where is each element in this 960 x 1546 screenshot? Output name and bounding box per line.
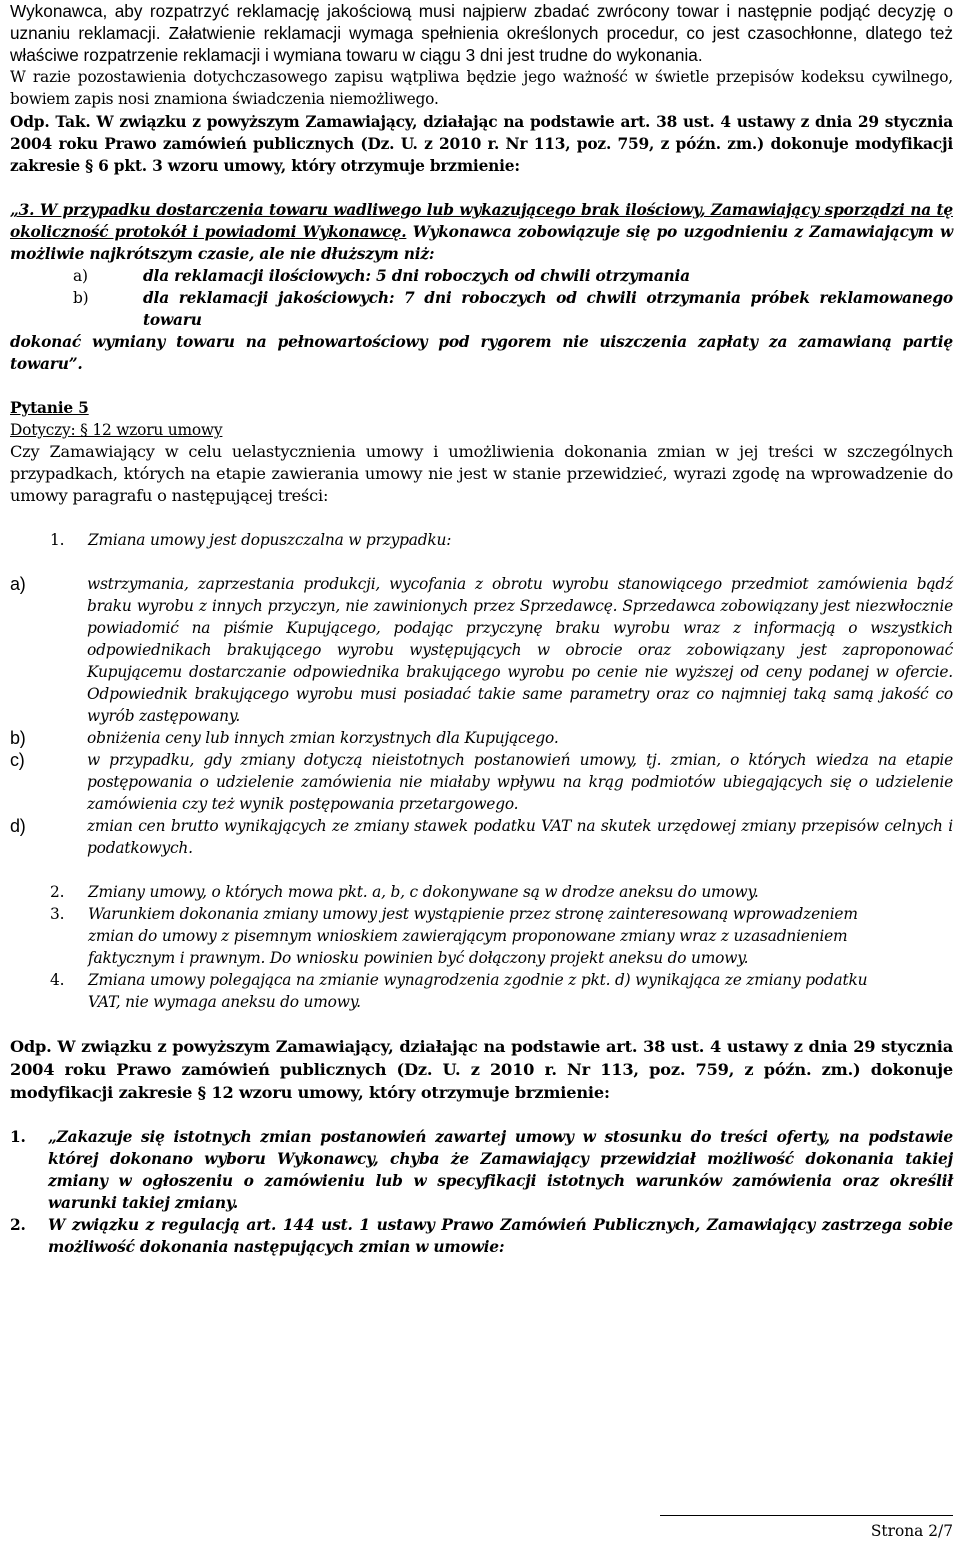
list-item	[10, 573, 953, 727]
list-text: dla reklamacji ilościowych: 5 dni roboczych od chwili otrzymania	[143, 267, 690, 285]
footer-divider	[660, 1515, 953, 1516]
question-body: Czy Zamawiający w celu uelastycznienia umowy i umożliwienia dokonania zmian w jej treści w szczególnych przypadkach, których na etapie zawierania umowy nie jest w stanie przewidzieć, wyrazi zgodę na wprowadzenie do umowy paragrafu o następującej treści:	[10, 442, 953, 505]
quote-underlined: „3. W przypadku dostarczenia towaru wadliwego lub wykazującego brak ilościowy, Zamawiający sporządzi na tę okoliczność protokół i powiadomi Wykonawcę.	[10, 201, 953, 241]
list-text: Zmiana umowy jest dopuszczalna w przypadku:	[88, 531, 452, 549]
list-marker: a)	[10, 574, 26, 594]
question-title: Pytanie 5	[10, 399, 89, 417]
list-item	[10, 815, 953, 859]
answer-list	[10, 1126, 953, 1258]
list-text: Zmiany umowy, o których mowa pkt. a, b, c dokonywane są w drodze aneksu do umowy.	[88, 883, 759, 901]
answer-paragraph-2: Odp. W związku z powyższym Zamawiający, działając na podstawie art. 38 ust. 4 ustawy z dnia 29 stycznia 2004 roku Prawo zamówień publicznych (Dz. U. z 2010 r. Nr 113, poz. 759, z późn. zm.) dokonuje modyfikacji zakresie § 12 wzoru umowy, który otrzymuje brzmienie:	[10, 1037, 953, 1102]
list-text: „Zakazuje się istotnych zmian postanowień zawartej umowy w stosunku do treści oferty, na podstawie której dokonano wyboru Wykonawcy, chyba że Zamawiający przewidział możliwość dokonania takiej zmiany w ogłoszeniu o zamówieniu lub w specyfikacji istotnych warunków zamówienia oraz określił warunki takiej zmiany.	[48, 1128, 953, 1212]
intro-paragraph-2: W razie pozostawienia dotychczasowego zapisu wątpliwa będzie jego ważność w świetle przepisów kodeksu cywilnego, bowiem zapis nosi znamiona świadczenia niemożliwego.	[10, 68, 953, 108]
question-point-1	[10, 529, 953, 551]
list-text: w przypadku, gdy zmiany dotyczą nieistotnych postanowień umowy, tj. zmian, o których wiedza na etapie postępowania o udzielenie zamówienia nie miałaby wpływu na krąg podmiotów ubiegających się o udzielenie zamówienia czy też wynik postępowania przetargowego.	[87, 751, 953, 813]
list-item	[10, 727, 953, 749]
list-text: Zmiana umowy polegająca na zmianie wynagrodzenia zgodnie z pkt. d) wynikająca ze zmiany podatku VAT, nie wymaga aneksu do umowy.	[88, 971, 868, 1011]
list-marker: a)	[73, 267, 88, 285]
list-text: W związku z regulacją art. 144 ust. 1 ustawy Prawo Zamówień Publicznych, Zamawiający zastrzega sobie możliwość dokonania następujących zmian w umowie:	[48, 1216, 953, 1256]
question-concerns: Dotyczy: § 12 wzoru umowy	[10, 421, 223, 439]
list-marker: 3.	[50, 905, 65, 923]
question-cases-list	[10, 573, 953, 859]
list-item	[10, 1126, 953, 1214]
quote-rest: Wykonawca zobowiązuje się po uzgodnieniu z Zamawiającym w możliwie najkrótszym czasie, ale nie dłuższym niż:	[10, 223, 953, 263]
document-page	[10, 0, 953, 1258]
list-text: Warunkiem dokonania zmiany umowy jest wystąpienie przez stronę zainteresowaną wprowadzeniem zmian do umowy z pisemnym wnioskiem zawierającym proponowane zmiany wraz z uzasadnieniem faktycznym i prawnym. Do wniosku powinien być dołączony projekt aneksu do umowy.	[88, 905, 858, 967]
list-marker: b)	[73, 289, 89, 307]
list-text: wstrzymania, zaprzestania produkcji, wycofania z obrotu wyrobu stanowiącego przedmiot zamówienia bądź braku wyrobu z innych przyczyn, nie zawinionych przez Sprzedawcę. Sprzedawca zobowiązany jest niezwłocznie powiadomić na piśmie Kupującego, podając przyczynę braku wyrobu wraz z informacją o wszystkich odpowiednikach brakującego wyrobu występujących w obrocie oraz zobowiązany jest zaproponować Kupującemu dostarczanie odpowiednika brakującego wyrobu po cenie nie wyższej od ceny podanej w ofercie. Odpowiednik brakującego wyrobu musi posiadać takie same parametry oraz co najmniej taką samą jakość co wyrób zastępowany.	[87, 575, 953, 725]
list-item	[10, 1214, 953, 1258]
list-text: zmian cen brutto wynikających ze zmiany stawek podatku VAT na skutek urzędowej zmiany przepisów celnych i podatkowych.	[87, 817, 953, 857]
list-item	[10, 287, 953, 331]
page-number: Strona 2/7	[870, 1522, 953, 1540]
list-marker: 2.	[50, 883, 65, 901]
quote-paragraph	[10, 199, 953, 265]
list-text: dla reklamacji jakościowych: 7 dni roboczych od chwili otrzymania próbek reklamowanego towaru	[143, 289, 953, 329]
list-item	[10, 881, 953, 903]
intro-paragraph-1: Wykonawca, aby rozpatrzyć reklamację jakościową musi najpierw zbadać zwrócony towar i następnie podjąć decyzję o uznaniu reklamacji. Załatwienie reklamacji wymaga spełnienia określonych procedur, co jest czasochłonne, dlatego też właściwe rozpatrzenie reklamacji i wymiana towaru w ciągu 3 dni jest trudne do wykonania.	[10, 1, 953, 65]
list-marker: 1.	[50, 531, 65, 549]
question-points-list	[10, 881, 953, 1013]
reclamation-list	[10, 265, 953, 331]
list-marker: 2.	[10, 1216, 26, 1234]
list-item	[10, 749, 953, 815]
list-item	[10, 969, 953, 1013]
quote-end-paragraph: dokonać wymiany towaru na pełnowartościowy pod rygorem nie uiszczenia zapłaty za zamawianą partię towaru”.	[10, 333, 953, 373]
list-marker: 1.	[10, 1128, 26, 1146]
list-item	[10, 903, 953, 969]
list-marker: d)	[10, 816, 26, 836]
list-marker: c)	[10, 750, 25, 770]
list-text: obniżenia ceny lub innych zmian korzystnych dla Kupującego.	[87, 729, 559, 747]
list-item	[10, 265, 953, 287]
answer-paragraph-1: Odp. Tak. W związku z powyższym Zamawiający, działając na podstawie art. 38 ust. 4 ustawy z dnia 29 stycznia 2004 roku Prawo zamówień publicznych (Dz. U. z 2010 r. Nr 113, poz. 759, z późn. zm.) dokonuje modyfikacji zakresie § 6 pkt. 3 wzoru umowy, który otrzymuje brzmienie:	[10, 113, 953, 175]
list-marker: 4.	[50, 971, 65, 989]
list-marker: b)	[10, 728, 26, 748]
